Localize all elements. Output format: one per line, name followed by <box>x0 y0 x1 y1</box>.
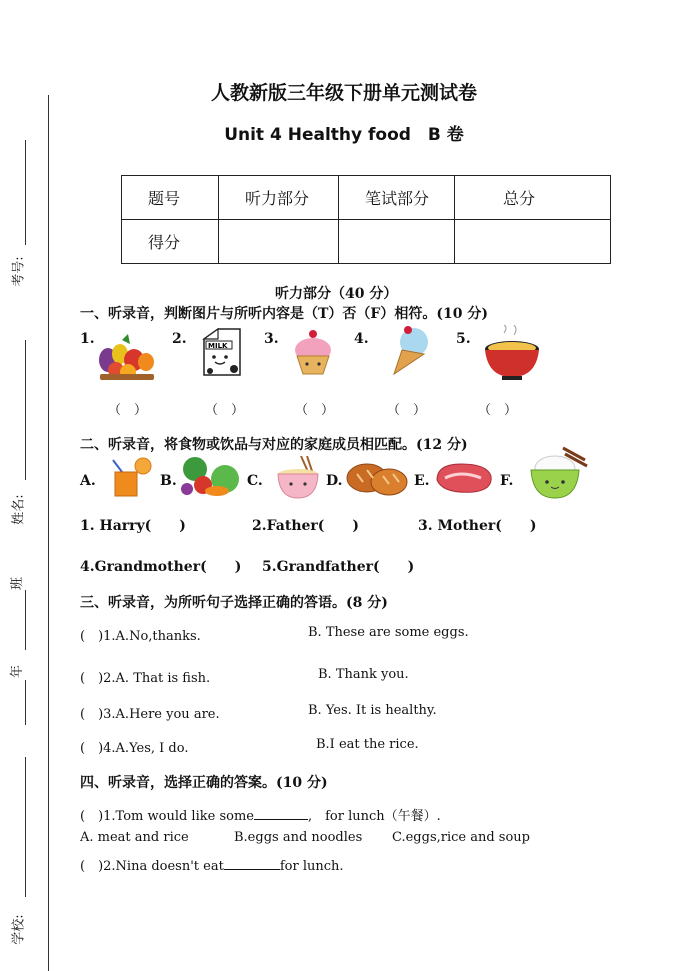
score-cell[interactable] <box>219 220 339 264</box>
s4-q2 <box>80 855 344 874</box>
class-label: 班 <box>10 576 26 591</box>
q1-option-b[interactable]: B. These are some eggs. <box>308 625 469 640</box>
match-father[interactable]: 2.Father( ) <box>252 518 360 534</box>
exam-no-underline <box>25 140 26 245</box>
s4-q2-text: ( )2.Nina doesn't eat <box>80 859 224 874</box>
bread-icon <box>345 460 409 498</box>
school-underline <box>25 757 26 897</box>
section3-heading: 三、听录音，为所听句子选择正确的答语。(8 分) <box>80 595 388 611</box>
q2-option-a[interactable]: ( )2.A. That is fish. <box>80 671 211 686</box>
juice-icon <box>103 456 155 498</box>
match-mother[interactable]: 3. Mother( ) <box>418 518 537 534</box>
score-header-cell: 题号 <box>122 176 219 220</box>
q3-option-a[interactable]: ( )3.A.Here you are. <box>80 707 220 722</box>
q4-option-b[interactable]: B.I eat the rice. <box>316 737 419 752</box>
s4-q2-tail: for lunch. <box>279 859 344 874</box>
s4-q2-blank[interactable] <box>224 869 280 870</box>
vegetables-icon <box>175 455 241 499</box>
page-subtitle: Unit 4 Healthy food B 卷 <box>224 125 464 145</box>
score-header-cell: 总分 <box>455 176 611 220</box>
score-row-label: 得分 <box>122 220 219 264</box>
s4-q1-option-c[interactable]: C.eggs,rice and soup <box>392 830 531 845</box>
answer-parens[interactable]: （ ） <box>387 403 427 418</box>
binding-line <box>48 95 49 971</box>
page-title: 人教新版三年级下册单元测试卷 <box>210 82 477 104</box>
s4-q1-text: ( )1.Tom would like some <box>80 809 254 824</box>
s2-letter: F. <box>500 473 514 489</box>
grade-label: 年 <box>10 664 26 679</box>
s4-q1 <box>80 805 441 824</box>
ice-cream-icon <box>384 326 436 376</box>
match-harry[interactable]: 1. Harry( ) <box>80 518 186 534</box>
score-cell[interactable] <box>339 220 455 264</box>
section4-heading: 四、听录音，选择正确的答案。(10 分) <box>80 775 328 791</box>
s2-letter: C. <box>247 473 263 489</box>
listening-heading: 听力部分（40 分） <box>275 286 398 302</box>
s1-num: 5. <box>456 331 471 347</box>
soup-bowl-icon <box>482 325 542 381</box>
answer-parens[interactable]: （ ） <box>205 403 245 418</box>
name-label: 姓名: <box>11 494 27 525</box>
match-grandfather[interactable]: 5.Grandfather( ) <box>262 559 415 575</box>
s2-letter: D. <box>326 473 343 489</box>
grade-underline <box>25 680 26 725</box>
s4-q1-blank[interactable] <box>254 819 308 820</box>
score-cell[interactable] <box>455 220 611 264</box>
answer-parens[interactable]: （ ） <box>478 403 518 418</box>
answer-parens[interactable]: （ ） <box>295 403 335 418</box>
exam-no-label: 考号: <box>11 256 27 287</box>
s4-q1-tail: , for lunch（午餐）. <box>307 809 441 824</box>
score-header-cell: 笔试部分 <box>339 176 455 220</box>
noodles-icon <box>275 456 321 500</box>
section2-heading: 二、听录音，将食物或饮品与对应的家庭成员相匹配。(12 分) <box>80 437 468 453</box>
school-label: 学校: <box>11 914 27 945</box>
milk-carton-icon <box>198 325 246 379</box>
score-table <box>121 175 611 264</box>
name-underline <box>25 340 26 480</box>
rice-icon <box>525 446 591 500</box>
svg-text:MILK: MILK <box>208 342 228 350</box>
s4-q1-option-a[interactable]: A. meat and rice <box>80 830 189 845</box>
meat-icon <box>433 460 495 496</box>
q1-option-a[interactable]: ( )1.A.No,thanks. <box>80 629 201 644</box>
s2-letter: B. <box>160 473 177 489</box>
s2-letter: A. <box>80 473 96 489</box>
fruit-basket-icon <box>94 332 160 382</box>
q3-option-b[interactable]: B. Yes. It is healthy. <box>308 703 437 718</box>
section1-heading: 一、听录音，判断图片与所听内容是（T）否（F）相符。(10 分) <box>80 306 488 322</box>
q4-option-a[interactable]: ( )4.A.Yes, I do. <box>80 741 189 756</box>
match-grandmother[interactable]: 4.Grandmother( ) <box>80 559 242 575</box>
q2-option-b[interactable]: B. Thank you. <box>318 667 409 682</box>
s1-num: 4. <box>354 331 369 347</box>
answer-parens[interactable]: （ ） <box>108 403 148 418</box>
score-header-cell: 听力部分 <box>219 176 339 220</box>
cupcake-icon <box>289 328 337 378</box>
s2-letter: E. <box>414 473 430 489</box>
s1-num: 2. <box>172 331 187 347</box>
s1-num: 1. <box>80 331 95 347</box>
s4-q1-option-b[interactable]: B.eggs and noodles <box>234 830 363 845</box>
s1-num: 3. <box>264 331 279 347</box>
class-underline <box>25 590 26 650</box>
